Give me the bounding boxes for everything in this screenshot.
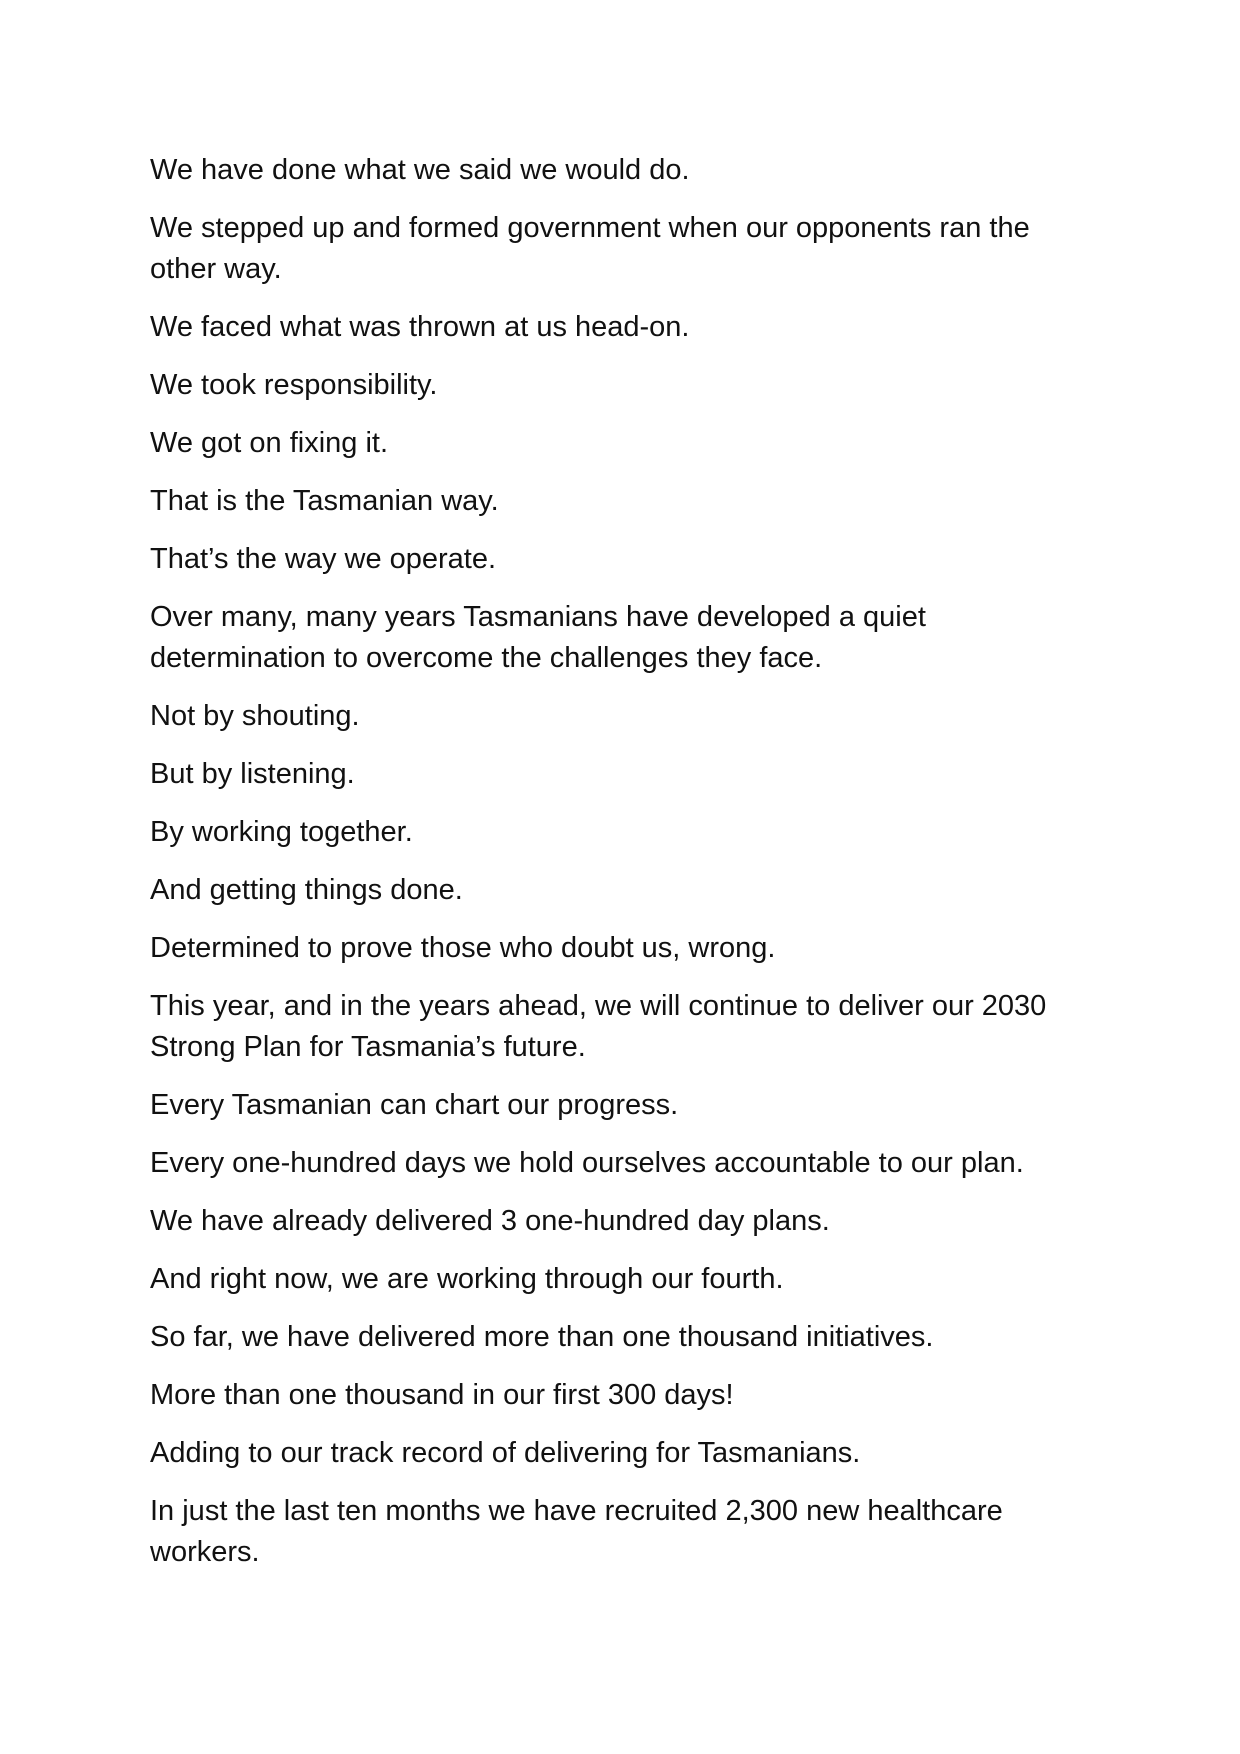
paragraph: Determined to prove those who doubt us, wrong. bbox=[150, 932, 776, 964]
paragraph: Every one-hundred days we hold ourselves accountable to our plan. bbox=[150, 1147, 1024, 1179]
paragraph: We have already delivered 3 one-hundred day plans. bbox=[150, 1205, 830, 1237]
paragraph: Adding to our track record of delivering for Tasmanians. bbox=[150, 1437, 861, 1469]
paragraph: And right now, we are working through our fourth. bbox=[150, 1263, 784, 1295]
paragraph: In just the last ten months we have recruited 2,300 new healthcare workers. bbox=[150, 1495, 1003, 1568]
paragraph: So far, we have delivered more than one thousand initiatives. bbox=[150, 1321, 934, 1353]
paragraph: We got on fixing it. bbox=[150, 427, 389, 459]
body-text bbox=[150, 150, 1090, 1590]
paragraph: We stepped up and formed government when our opponents ran the other way. bbox=[150, 212, 1030, 285]
paragraph: We took responsibility. bbox=[150, 369, 438, 401]
paragraph: We faced what was thrown at us head-on. bbox=[150, 311, 690, 343]
paragraph: Every Tasmanian can chart our progress. bbox=[150, 1089, 679, 1121]
paragraph: This year, and in the years ahead, we will continue to deliver our 2030 Strong Plan for Tasmania’s future. bbox=[150, 990, 1047, 1063]
paragraph: That is the Tasmanian way. bbox=[150, 485, 499, 517]
paragraph: That’s the way we operate. bbox=[150, 543, 497, 575]
paragraph: By working together. bbox=[150, 816, 413, 848]
paragraph: Not by shouting. bbox=[150, 700, 360, 732]
paragraph: More than one thousand in our first 300 days! bbox=[150, 1379, 734, 1411]
paragraph: We have done what we said we would do. bbox=[150, 154, 690, 186]
paragraph: And getting things done. bbox=[150, 874, 463, 906]
paragraph: But by listening. bbox=[150, 758, 355, 790]
paragraph: Over many, many years Tasmanians have developed a quiet determination to overcome the challenges they face. bbox=[150, 601, 926, 674]
